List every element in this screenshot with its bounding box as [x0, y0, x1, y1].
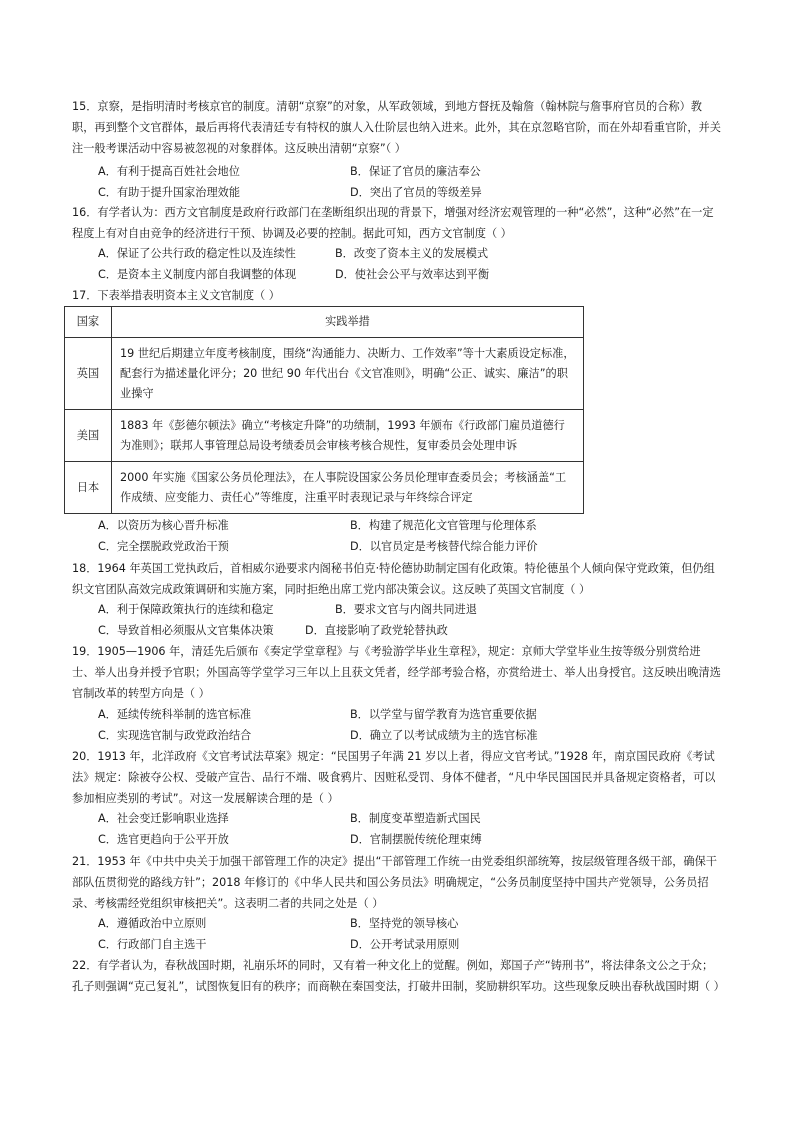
question-16-option-b: B．改变了资本主义的发展模式: [335, 247, 489, 260]
table-cell-practice: 19 世纪后期建立年度考核制度，围绕“沟通能力、决断力、工作效率”等十大素质设定标准，配套行为描述量化评分；20 世纪 90 年代出台《文官准则》，明确“公正、诚实、廉洁”的职业操守: [112, 338, 584, 410]
question-15-option-d: D．突出了官员的等级差异: [350, 186, 482, 199]
question-21-option-d: D．公开考试录用原则: [350, 938, 460, 951]
table-cell-country: 日本: [65, 462, 112, 514]
civil-service-practice-table: [64, 306, 584, 514]
table-cell-practice: 2000 年实施《国家公务员伦理法》，在人事院设国家公务员伦理审查委员会；考核涵盖“工作成绩、应变能力、责任心”等维度，注重平时表现记录与年终综合评定: [112, 462, 584, 514]
question-21-option-a: A．遵循政治中立原则: [98, 917, 207, 930]
question-20-option-d: D．官制摆脱传统伦理束缚: [350, 833, 482, 846]
question-17-stem: 17．下表举措表明资本主义文官制度（ ）: [72, 289, 280, 302]
question-18-option-d: D．直接影响了政党轮替执政: [305, 624, 448, 637]
table-cell-practice: 1883 年《彭德尔顿法》确立“考核定升降”的功绩制，1993 年颁布《行政部门雇员道德行为准则》；联邦人事管理总局设考绩委员会审核考核合规性，复审委员会处理申诉: [112, 410, 584, 462]
question-19-option-b: B．以学堂与留学教育为选官重要依据: [350, 708, 537, 721]
question-22-stem: 22．有学者认为，春秋战国时期，礼崩乐坏的同时，又有着一种文化上的觉醒。例如，郑国子产“铸刑书”，将法律条文公之于众；孔子则强调“克己复礼”，试图恢复旧有的秩序；而商鞅在秦国变法，打破井田制，奖励耕织军功。这些现象反映出春秋战国时期（ ）: [72, 959, 725, 993]
question-21-option-b: B．坚持党的领导核心: [350, 917, 459, 930]
question-15-option-c: C．有助于提升国家治理效能: [98, 186, 241, 199]
table-row: [65, 462, 584, 514]
question-16-option-a: A．保证了公共行政的稳定性以及连续性: [98, 247, 296, 260]
question-19-option-a: A．延续传统科举制的选官标准: [98, 708, 252, 721]
table-cell-country: 美国: [65, 410, 112, 462]
question-17-option-d: D．以官员定是考核替代综合能力评价: [350, 540, 538, 553]
question-16-option-d: D．使社会公平与效率达到平衡: [335, 268, 490, 281]
question-17-option-b: B．构建了规范化文官管理与伦理体系: [350, 519, 537, 532]
question-19-stem: 19．1905—1906 年，清廷先后颁布《奏定学堂章程》与《考验游学毕业生章程》，规定：京师大学堂毕业生按等级分别赏给进士、举人出身并授予官职；外国高等学堂学习三年以上且获文凭者，经学部考验合格，亦赏给进士、举人出身授官。这反映出晚清选官制改革的转型方向是（ ）: [72, 645, 721, 700]
table-header-row: [65, 307, 584, 338]
question-18-stem: 18．1964 年英国工党执政后，首相威尔逊要求内阁秘书伯克·特伦德协助制定国有化政策。特伦德虽个人倾向保守党政策，但仍组织文官团队高效完成政策调研和实施方案，同时拒绝出席工党内部决策会议。这反映了英国文官制度（ ）: [72, 562, 715, 596]
question-19-option-c: C．实现选官制与政党政治结合: [98, 729, 252, 742]
question-20-stem: 20．1913 年，北洋政府《文官考试法草案》规定：“民国男子年满 21 岁以上者，得应文官考试。”1928 年，南京国民政府《考试法》规定：除被夺公权、受破产宣告、品行不端、吸食鸦片、因赃私受罚、身体不健者，“凡中华民国国民并具备规定资格者，可以参加相应类别的考试”。对这一发展解读合理的是（ ）: [72, 750, 716, 805]
question-17-option-c: C．完全摆脱政党政治干预: [98, 540, 229, 553]
table-header-practice: 实践举措: [112, 307, 584, 338]
question-17-option-a: A．以资历为核心晋升标准: [98, 519, 229, 532]
question-15-stem: 15．京察，是指明清时考核京官的制度。清朝“京察”的对象，从军政领域，到地方督抚及翰詹（翰林院与詹事府官员的合称）教职，再到整个文官群体，最后再将代表清廷专有特权的旗人入仕阶层也纳入进来。此外，其在京忽略官阶，而在外却看重官阶，并关注一般考课活动中容易被忽视的对象群体。这反映出清朝“京察”（ ）: [72, 100, 721, 155]
question-15-option-a: A．有利于提高百姓社会地位: [98, 165, 240, 178]
question-16-stem: 16．有学者认为：西方文官制度是政府行政部门在垄断组织出现的背景下，增强对经济宏观管理的一种“必然”，这种“必然”在一定程度上有对自由竞争的经济进行干预、协调及必要的控制。据此可知，西方文官制度（ ）: [72, 206, 714, 240]
question-20-option-a: A．社会变迁影响职业选择: [98, 812, 229, 825]
question-21-stem: 21．1953 年《中共中央关于加强干部管理工作的决定》提出“干部管理工作统一由党委组织部统筹，按层级管理各级干部，确保干部队伍贯彻党的路线方针”；2018 年修订的《中华人民共和国公务员法》明确规定，“公务员制度坚持中国共产党领导，公务员招录、考核需经党组织审核把关”。这表明二者的共同之处是（ ）: [72, 855, 717, 910]
question-16-option-c: C．是资本主义制度内部自我调整的体现: [98, 268, 297, 281]
question-20-option-b: B．制度变革塑造新式国民: [350, 812, 481, 825]
table-header-country: 国家: [65, 307, 112, 338]
table-row: [65, 338, 584, 410]
table-row: [65, 410, 584, 462]
question-18-option-a: A．利于保障政策执行的连续和稳定: [98, 603, 274, 616]
table-cell-country: 英国: [65, 338, 112, 410]
question-20-option-c: C．选官更趋向于公平开放: [98, 833, 229, 846]
question-18-option-c: C．导致首相必须服从文官集体决策: [98, 624, 274, 637]
question-19-option-d: D．确立了以考试成绩为主的选官标准: [350, 729, 538, 742]
question-15-option-b: B．保证了官员的廉洁奉公: [350, 165, 481, 178]
question-21-option-c: C．行政部门自主选干: [98, 938, 207, 951]
question-18-option-b: B．要求文官与内阁共同进退: [335, 603, 477, 616]
